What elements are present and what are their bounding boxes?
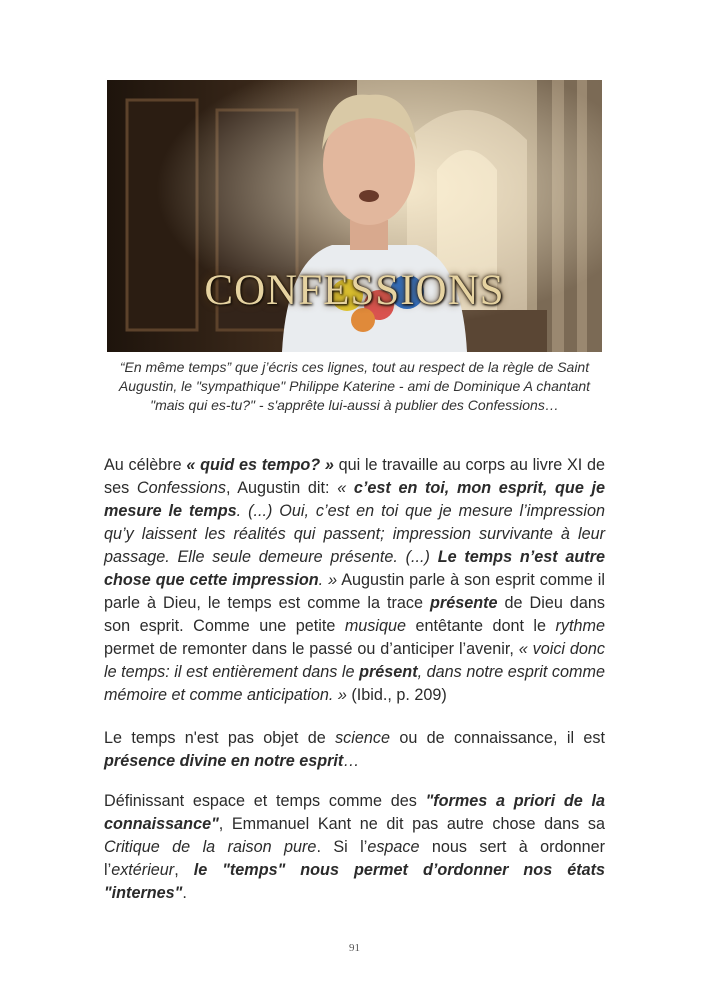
paragraph-kant: Définissant espace et temps comme des "formes a priori de la connaissance", Emmanuel Kant ne dit pas autre chose dans sa Critique de la raison pure. Si l’espace nous sert à ordonner l’extérieur, le "temps" nous permet d’ordonner nos états "internes". bbox=[104, 792, 606, 902]
paragraph-science: Le temps n'est pas objet de science ou de connaissance, il est présence divine en notre esprit… bbox=[104, 729, 605, 770]
church-photo bbox=[107, 80, 602, 352]
caption-line: “En même temps” que j’écris ces lignes, tout au respect de la règle de Saint bbox=[119, 359, 590, 375]
caption-line: Augustin, le "sympathique" Philippe Katerine - ami de Dominique A chantant bbox=[118, 378, 591, 394]
page-number: 91 bbox=[349, 942, 360, 954]
image-caption bbox=[112, 358, 597, 415]
caption-line: "mais qui es-tu?" - s'apprête lui-aussi à publier des Confessions… bbox=[150, 397, 559, 413]
confessions-overlay-title: CONFESSIONS bbox=[204, 267, 505, 314]
church-scene-image bbox=[107, 80, 602, 352]
paragraph-augustin: Au célèbre « quid es tempo? » qui le travaille au corps au livre XI de ses Confessions, Augustin dit: « c’est en toi, mon esprit, que je mesure le temps. (...) Oui, c’est en toi que je mesure l’impression qu’y laissent les réalités qui passent; impression survivante à leur passage. Elle seule demeure présente. (...) Le temps n’est autre chose que cette impression. » Augustin parle à son esprit comme il parle à Dieu, le temps est comme la trace présente de Dieu dans son esprit. Comme une petite musique entêtante dont le rythme permet de remonter dans le passé ou d’anticiper l’avenir, « voici donc le temps: il est entièrement dans le présent, dans notre esprit comme mémoire et comme anticipation. » (Ibid., p. 209) bbox=[104, 456, 606, 704]
